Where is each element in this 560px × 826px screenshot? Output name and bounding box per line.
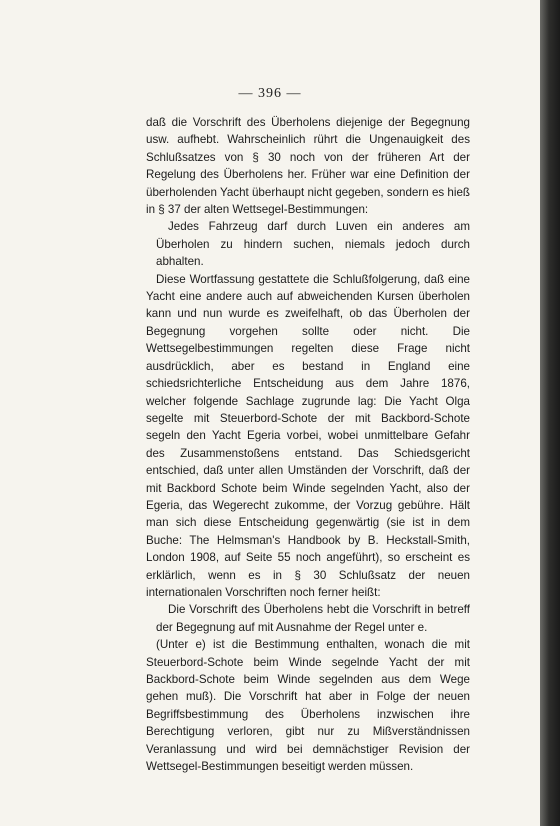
paragraph-intro: daß die Vorschrift des Überholens diejenige der Begegnung usw. aufhebt. Wahrscheinlich rührt die Ungenauigkeit des Schlußsatzes von § 30 noch von der früheren Art der Regelung des Überholens her. Früher war eine Definition der überholenden Yacht überhaupt nicht gegeben, sondern es hieß in § 37 der alten Wettsegel-Bestimmungen: (146, 116, 470, 217)
book-page-edge (540, 0, 560, 826)
quote-new-rule (146, 601, 470, 636)
page-body (146, 114, 470, 775)
quote-old-rule-text: Jedes Fahrzeug darf durch Luven ein anderes am Überholen zu hindern suchen, niemals jedoch durch abhalten. (156, 220, 470, 269)
paragraph-main: Diese Wortfassung gestattete die Schlußfolgerung, daß eine Yacht eine andere auch auf abweichenden Kursen überholen kann und nun wurde es zweifelhaft, ob das Überholen der Begegnung vorgehen sollte oder nicht. Die Wettsegelbestimmungen regelten diese Frage nicht ausdrücklich, aber es bestand in England eine schiedsrichterliche Entscheidung aus dem Jahre 1876, welcher folgende Sachlage zugrunde lag: Die Yacht Olga segelte mit Steuerbord-Schote der mit Backbord-Schote segeln den Yacht Egeria vorbei, wobei unmittelbare Gefahr des Zusammenstoßens entstand. Das Schiedsgericht entschied, daß unter allen Umständen der Vorschrift, daß der mit Backbord Schote beim Winde segelnden Yacht, also der Egeria, das Wegerecht zukomme, der Vorzug gebühre. Hält man sich diese Entscheidung gegenwärtig (sie ist in dem Buche: The Helmsman's Handbook by B. Heckstall-Smith, London 1908, auf Seite 55 noch angeführt), so erscheint es erklärlich, wenn es in § 30 Schlußsatz der neuen internationalen Vorschriften noch ferner heißt: (146, 272, 470, 599)
quote-new-rule-text: Die Vorschrift des Überholens hebt die Vorschrift in betreff der Begegnung auf mit Ausnahme der Regel unter e. (156, 603, 470, 634)
paragraph-closing: (Unter e) ist die Bestimmung enthalten, wonach die mit Steuerbord-Schote beim Winde segelnde Yacht der mit Backbord-Schote beim Winde segelnden aus dem Wege gehen muß). Die Vorschrift hat aber in Folge der neuen Begriffsbestimmung des Überholens inzwischen ihre Berechtigung verloren, gibt nur zu Mißverständnissen Veranlassung und wird bei demnächstiger Revision der Wettsegel-Bestimmungen beseitigt werden müssen. (146, 638, 470, 774)
page-number: — 396 — (238, 86, 302, 101)
quote-old-rule (146, 218, 470, 270)
